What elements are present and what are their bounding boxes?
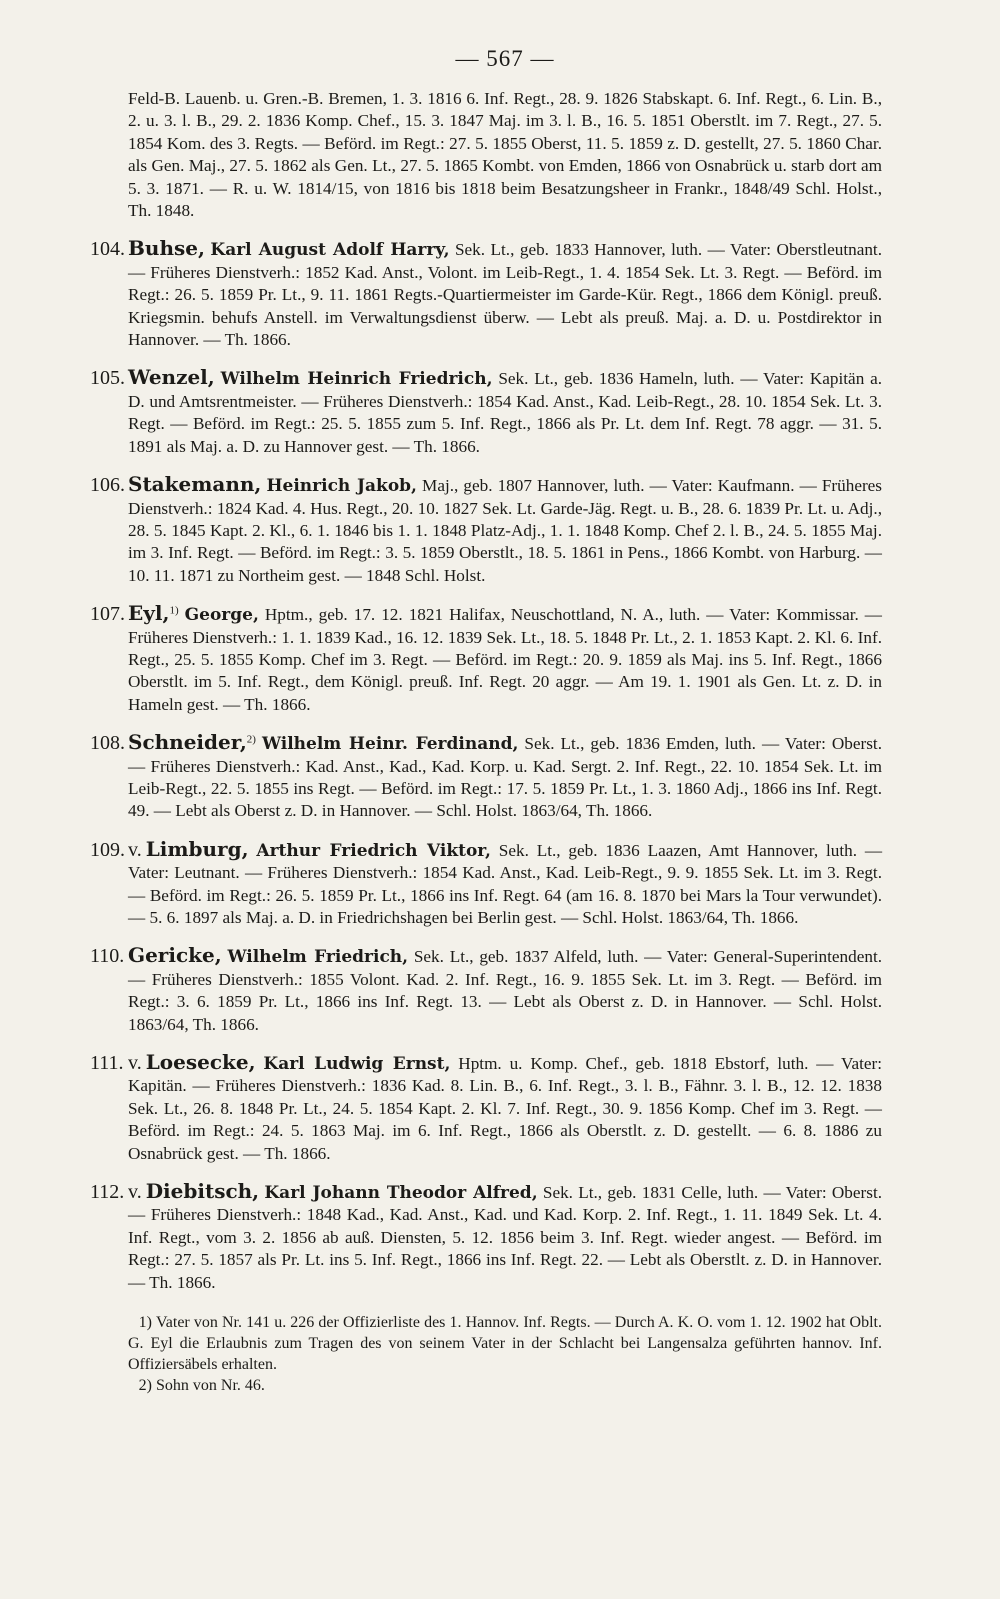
footnote-ref: 1) (169, 604, 179, 617)
footnote-1 (128, 1312, 882, 1375)
entry-given-names: Wilhelm Heinrich Friedrich, (220, 369, 493, 390)
entry-number: 105. (90, 367, 125, 390)
entry-text: Sek. Lt., geb. 1836 Emden, luth. — Vater: Oberst. — Früheres Dienstverh.: Kad. Anst., Kad., Kad. Korp. u. Kad. Sergt. 2. Inf. Regt., 22. 10. 1854 Sek. Lt. im Leib-Regt., 22. 5. 1855 ins Regt. — Beförd. im Regt.: 17. 5. 1859 Pr. Lt., 1. 3. 1860 Adj., 1866 ins Inf. Regt. 49. — Lebt als Oberst z. D. in Hannover. — Schl. Holst. 1863/64, Th. 1866. (128, 734, 883, 821)
footnote-mark: 1) (138, 1314, 152, 1332)
continuation-paragraph: Feld-B. Lauenb. u. Gren.-B. Bremen, 1. 3. 1816 6. Inf. Regt., 28. 9. 1826 Stabskapt. 6. Inf. Regt., 6. Lin. B., 2. u. 3. l. B., 29. 2. 1836 Komp. Chef., 15. 3. 1847 Maj. im 3. l. B., 16. 5. 1851 Oberstlt. im 7. Regt., 27. 5. 1854 Kom. des 3. Regts. — Beförd. im Regt.: 27. 5. 1855 Oberst, 11. 5. 1859 z. D. gestellt, 27. 5. 1860 Char. als Gen. Maj., 27. 5. 1862 als Gen. Lt., 27. 5. 1865 Kombt. von Emden, 1866 von Osnabrück u. starb dort am 5. 3. 1871. — R. u. W. 1814/15, von 1816 bis 1818 beim Besatzungsheer in Frankr., 1848/49 Schl. Holst., Th. 1848. (128, 89, 882, 221)
entry-surname: Wenzel, (128, 365, 215, 390)
entry-surname: Limburg, (145, 836, 249, 861)
entry-text: Sek. Lt., geb. 1836 Laazen, Amt Hannover, luth. — Vater: Leutnant. — Früheres Dienstverh.: 1854 Kad. Anst., Kad. Leib-Regt., 9. 9. 1855 Sek. Lt. im 3. Regt. — Beförd. im Regt.: 26. 5. 1859 Pr. Lt., 1866 ins Inf. Regt. 64 (am 16. 8. 1870 bei Mars la Tour verwundet). — 5. 6. 1897 als Maj. a. D. in Friedrichshagen bei Berlin gest. — Schl. Holst. 1863/64, Th. 1866. (128, 840, 883, 927)
footnote-ref: 2) (246, 733, 256, 746)
entry-list (90, 236, 883, 1294)
entry-given-names: George, (184, 605, 259, 626)
footnotes (128, 1312, 882, 1396)
entry-number: 107. (90, 603, 125, 626)
entry (90, 472, 882, 587)
entry-prefix: v. (128, 1181, 142, 1204)
entry (90, 601, 882, 716)
entry-text: Hptm. u. Komp. Chef., geb. 1818 Ebstorf, luth. — Vater: Kapitän. — Früheres Dienstverh.: 1836 Kad. 8. Lin. B., 6. Inf. Regt., 3. l. B., Fähnr. 3. l. B., 12. 12. 1838 Sek. Lt., 26. 8. 1848 Pr. Lt., 24. 5. 1854 Kapt. 2. Kl. 7. Inf. Regt., 30. 9. 1856 Komp. Chef im 3. Regt. — Beförd. im Regt.: 24. 5. 1863 Maj. im 6. Inf. Regt., 1866 als Oberstlt. z. D. gestellt. — 6. 8. 1886 zu Osnabrück gest. — Th. 1866. (128, 1054, 883, 1163)
footnote-mark: 2) (138, 1377, 152, 1395)
entry-text: Sek. Lt., geb. 1831 Celle, luth. — Vater: Oberst. — Früheres Dienstverh.: 1848 Kad., Kad. Anst., Kad. und Kad. Korp. 2. Inf. Regt., 1. 11. 1849 Sek. Lt. 4. Inf. Regt., vom 3. 2. 1856 ab auß. Diensten, 5. 12. 1856 beim 3. Inf. Regt. wieder angest. — Beförd. im Regt.: 27. 5. 1857 als Pr. Lt. ins 5. Inf. Regt., 1866 ins Inf. Regt. 22. — Lebt als Oberstlt. z. D. in Hannover. — Th. 1866. (128, 1183, 883, 1292)
entry-surname: Diebitsch, (145, 1179, 260, 1204)
entry-number: 111. (90, 1052, 124, 1075)
entry (90, 236, 883, 351)
entry-given-names: Heinrich Jakob, (266, 476, 417, 497)
entry-given-names: Karl Johann Theodor Alfred, (264, 1183, 538, 1204)
footnote-2 (128, 1375, 882, 1396)
entry-number: 110. (90, 945, 125, 968)
footnote-text: Vater von Nr. 141 u. 226 der Offizierliste des 1. Hannov. Inf. Regts. — Durch A. K. O. vom 1. 12. 1902 hat Oblt. G. Eyl die Erlaubnis zum Tragen des von seinem Vater in der Schlacht bei Langensalza geführten hannov. Inf. Offiziersäbels erhalten. (128, 1314, 882, 1374)
entry (90, 943, 883, 1036)
footnote-text: Sohn von Nr. 46. (156, 1377, 265, 1395)
entry-text: Maj., geb. 1807 Hannover, luth. — Vater: Kaufmann. — Früheres Dienstverh.: 1824 Kad. 4. Hus. Regt., 20. 10. 1827 Sek. Lt. Garde-Jäg. Regt. u. B., 28. 6. 1839 Pr. Lt. u. Adj., 28. 5. 1845 Kapt. 2. Kl., 6. 1. 1846 bis 1. 1. 1848 Platz-Adj., 1. 1. 1848 Komp. Chef 2. l. B., 24. 5. 1855 Maj. im 3. Inf. Regt. — Beförd. im Regt.: 3. 5. 1859 Oberstlt., 18. 5. 1861 in Pens., 1866 Kombt. von Harburg. — 10. 11. 1871 zu Northeim gest. — 1848 Schl. Holst. (128, 476, 882, 585)
entry-given-names: Wilhelm Friedrich, (227, 947, 409, 968)
page-number: — 567 — (455, 46, 555, 71)
entry (90, 1179, 883, 1294)
entry (90, 365, 883, 458)
entry-text: Sek. Lt., geb. 1833 Hannover, luth. — Vater: Oberstleutnant. — Früheres Dienstverh.: 1852 Kad. Anst., Volont. im Leib-Regt., 1. 4. 1854 Sek. Lt. 3. Regt. — Beförd. im Regt.: 26. 5. 1859 Pr. Lt., 9. 11. 1861 Regts.-Quartiermeister im Garde-Kür. Regt., 1866 dem Königl. preuß. Kriegsmin. behufs Anstell. im Verwaltungsdienst überw. — Lebt als preuß. Maj. a. D. u. Postdirektor in Hannover. — Th. 1866. (128, 240, 883, 350)
entry-surname: Schneider, (128, 730, 247, 755)
entry-number: 112. (90, 1181, 125, 1204)
entry-surname: Stakemann, (128, 472, 262, 497)
entry (90, 836, 883, 930)
entry (90, 730, 883, 823)
entry-number: 109. (90, 838, 125, 861)
entry-surname: Gericke, (128, 943, 222, 968)
entry-text: Sek. Lt., geb. 1837 Alfeld, luth. — Vater: General-Superintendent. — Früheres Dienstverh.: 1855 Volont. Kad. 2. Inf. Regt., 16. 9. 1855 Sek. Lt. im 3. Regt. — Beförd. im Regt.: 3. 6. 1859 Pr. Lt., 1866 ins Inf. Regt. 13. — Lebt als Oberst z. D. in Hannover. — Schl. Holst. 1863/64, Th. 1866. (128, 947, 883, 1034)
entry-number: 104. (90, 238, 125, 261)
entry-prefix: v. (128, 838, 142, 861)
entry-surname: Loesecke, (145, 1050, 256, 1075)
entry-given-names: Karl August Adolf Harry, (210, 240, 450, 261)
entry-given-names: Wilhelm Heinr. Ferdinand, (261, 734, 519, 755)
entry-surname: Buhse, (128, 236, 205, 261)
entry-text: Hptm., geb. 17. 12. 1821 Halifax, Neuschottland, N. A., luth. — Vater: Kommissar. — Früheres Dienstverh.: 1. 1. 1839 Kad., 16. 12. 1839 Sek. Lt., 18. 5. 1848 Pr. Lt., 2. 1. 1853 Kapt. 2. Kl. 6. Inf. Regt., 25. 5. 1855 Komp. Chef im 3. Regt. — Beförd. im Regt.: 20. 9. 1859 als Maj. ins 5. Inf. Regt., 1866 Oberstlt. im 5. Inf. Regt., dem Königl. preuß. Inf. Regt. 20 aggr. — Am 19. 1. 1901 als Gen. Lt. z. D. in Hameln gest. — Th. 1866. (128, 605, 882, 714)
entry-surname: Eyl, (128, 601, 170, 626)
entry-number: 106. (90, 474, 125, 497)
entry-number: 108. (90, 732, 125, 755)
entry-given-names: Karl Ludwig Ernst, (263, 1054, 451, 1075)
entry (90, 1050, 883, 1165)
entry-prefix: v. (128, 1052, 142, 1075)
entry-given-names: Arthur Friedrich Viktor, (256, 840, 491, 861)
entry-text: Sek. Lt., geb. 1836 Hameln, luth. — Vater: Kapitän a. D. und Amtsrentmeister. — Früheres Dienstverh.: 1854 Kad. Anst., Kad. Leib-Regt., 28. 10. 1854 Sek. Lt. 3. Regt. — Beförd. im Regt.: 25. 5. 1855 zum 5. Inf. Regt., 1866 als Pr. Lt. dem Inf. Regt. 78 aggr. — 31. 5. 1891 als Maj. a. D. zu Hannover gest. — Th. 1866. (128, 369, 883, 456)
